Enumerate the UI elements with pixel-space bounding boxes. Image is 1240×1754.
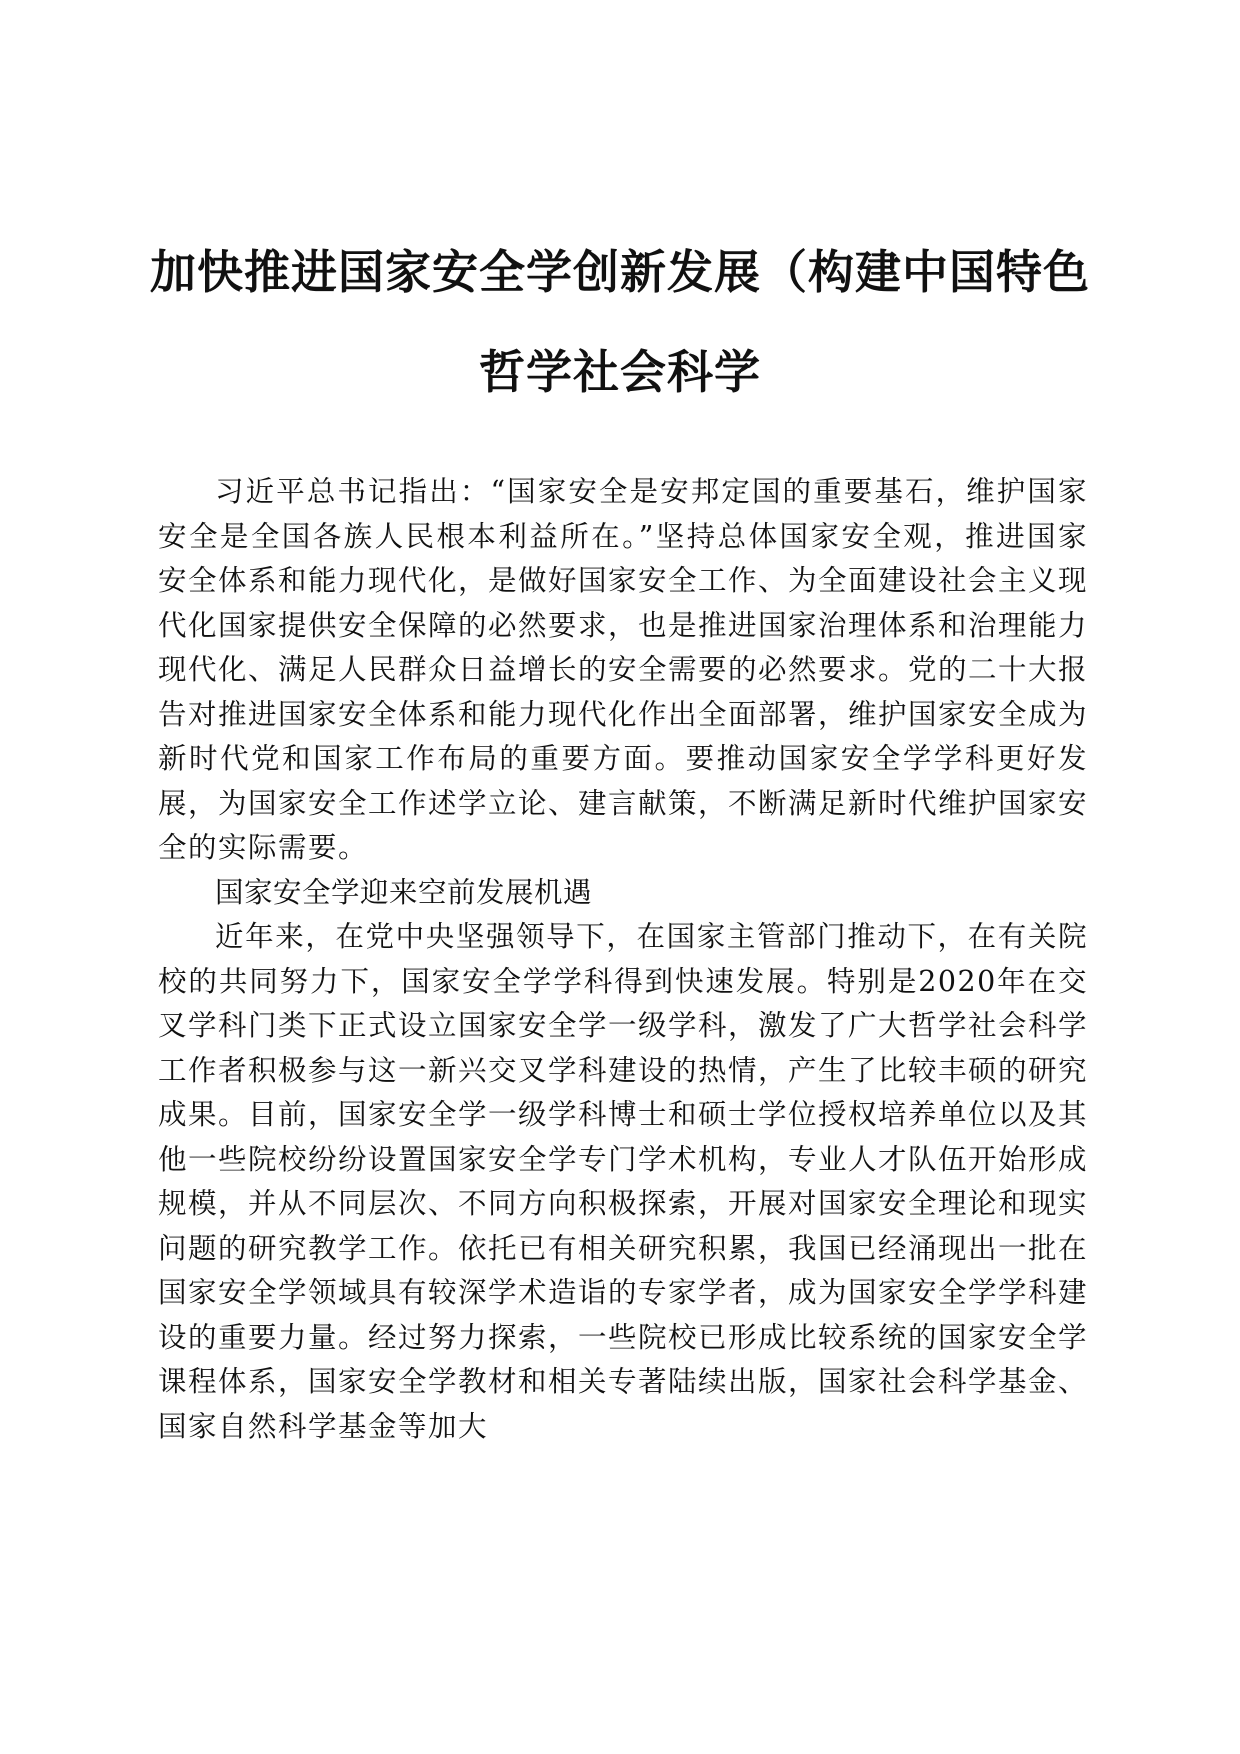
paragraph-intro: 习近平总书记指出：“国家安全是安邦定国的重要基石，维护国家安全是全国各族人民根本利益所在。”坚持总体国家安全观，推进国家安全体系和能力现代化，是做好国家安全工作、为全面建设社会主义现代化国家提供安全保障的必然要求，也是推进国家治理体系和治理能力现代化、满足人民群众日益增长的安全需要的必然要求。党的二十大报告对推进国家安全体系和能力现代化作出全面部署，维护国家安全成为新时代党和国家工作布局的重要方面。要推动国家安全学学科更好发展，为国家安全工作述学立论、建言献策，不断满足新时代维护国家安全的实际需要。	[158, 475, 1089, 864]
paragraph-development: 近年来，在党中央坚强领导下，在国家主管部门推动下，在有关院校的共同努力下，国家安全学学科得到快速发展。特别是2020年在交叉学科门类下正式设立国家安全学一级学科，激发了广大哲学社会科学工作者积极参与这一新兴交叉学科建设的热情，产生了比较丰硕的研究成果。目前，国家安全学一级学科博士和硕士学位授权培养单位以及其他一些院校纷纷设置国家安全学专门学术机构，专业人才队伍开始形成规模，并从不同层次、不同方向积极探索，开展对国家安全理论和现实问题的研究教学工作。依托已有相关研究积累，我国已经涌现出一批在国家安全学领域具有较深学术造诣的专家学者，成为国家安全学学科建设的重要力量。经过努力探索，一些院校已形成比较系统的国家安全学课程体系，国家安全学教材和相关专著陆续出版，国家社会科学基金、国家自然科学基金等加大	[158, 920, 1089, 1443]
document-body	[158, 470, 1088, 1449]
title-line-1: 加快推进国家安全学创新发展（构建中国特色	[150, 245, 1090, 299]
section-heading: 国家安全学迎来空前发展机遇	[215, 875, 593, 909]
title-line-2: 哲学社会科学	[479, 345, 761, 399]
document-title	[150, 222, 1090, 422]
